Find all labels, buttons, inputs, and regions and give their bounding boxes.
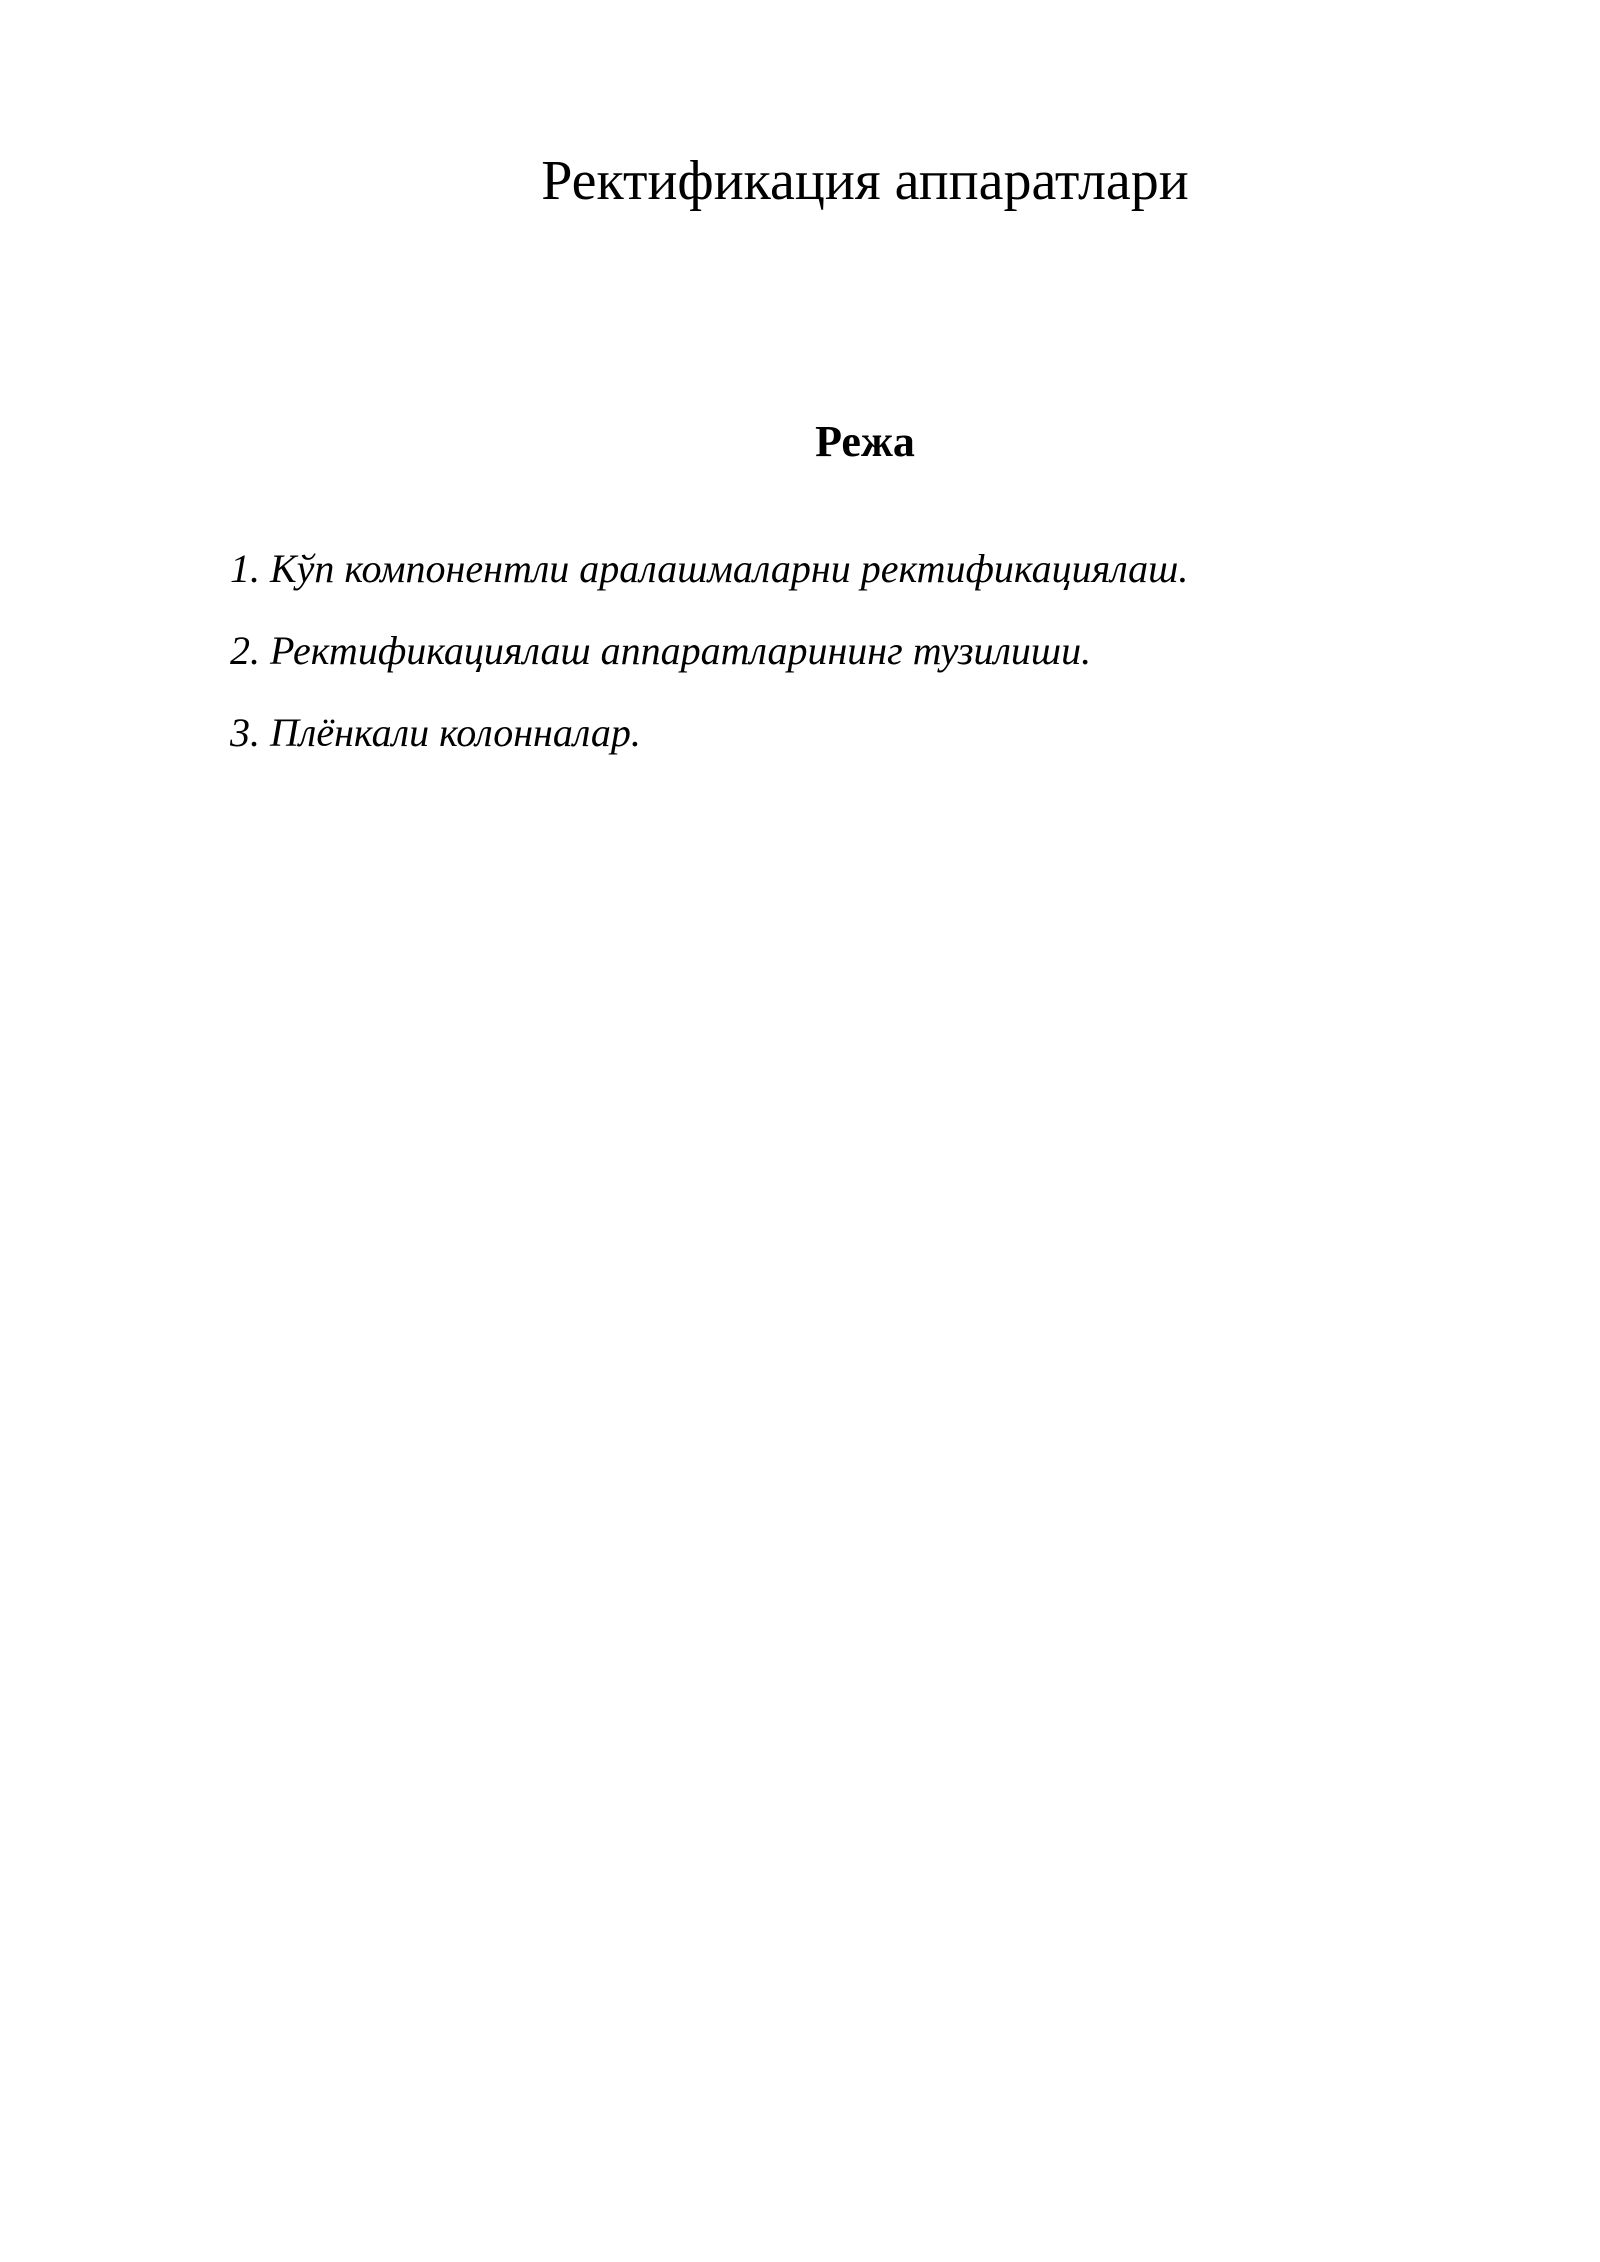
- document-title: Ректификация аппаратлари: [541, 150, 1189, 212]
- plan-list: [230, 545, 1188, 791]
- plan-item-2: 2. Ректификациялаш аппаратларининг тузилиши.: [230, 628, 1092, 673]
- plan-heading: Режа: [815, 417, 915, 466]
- plan-item-1: 1. Кўп компонентли аралашмаларни ректификациялаш.: [230, 546, 1189, 591]
- plan-item-3: 3. Плёнкали колонналар.: [230, 710, 641, 755]
